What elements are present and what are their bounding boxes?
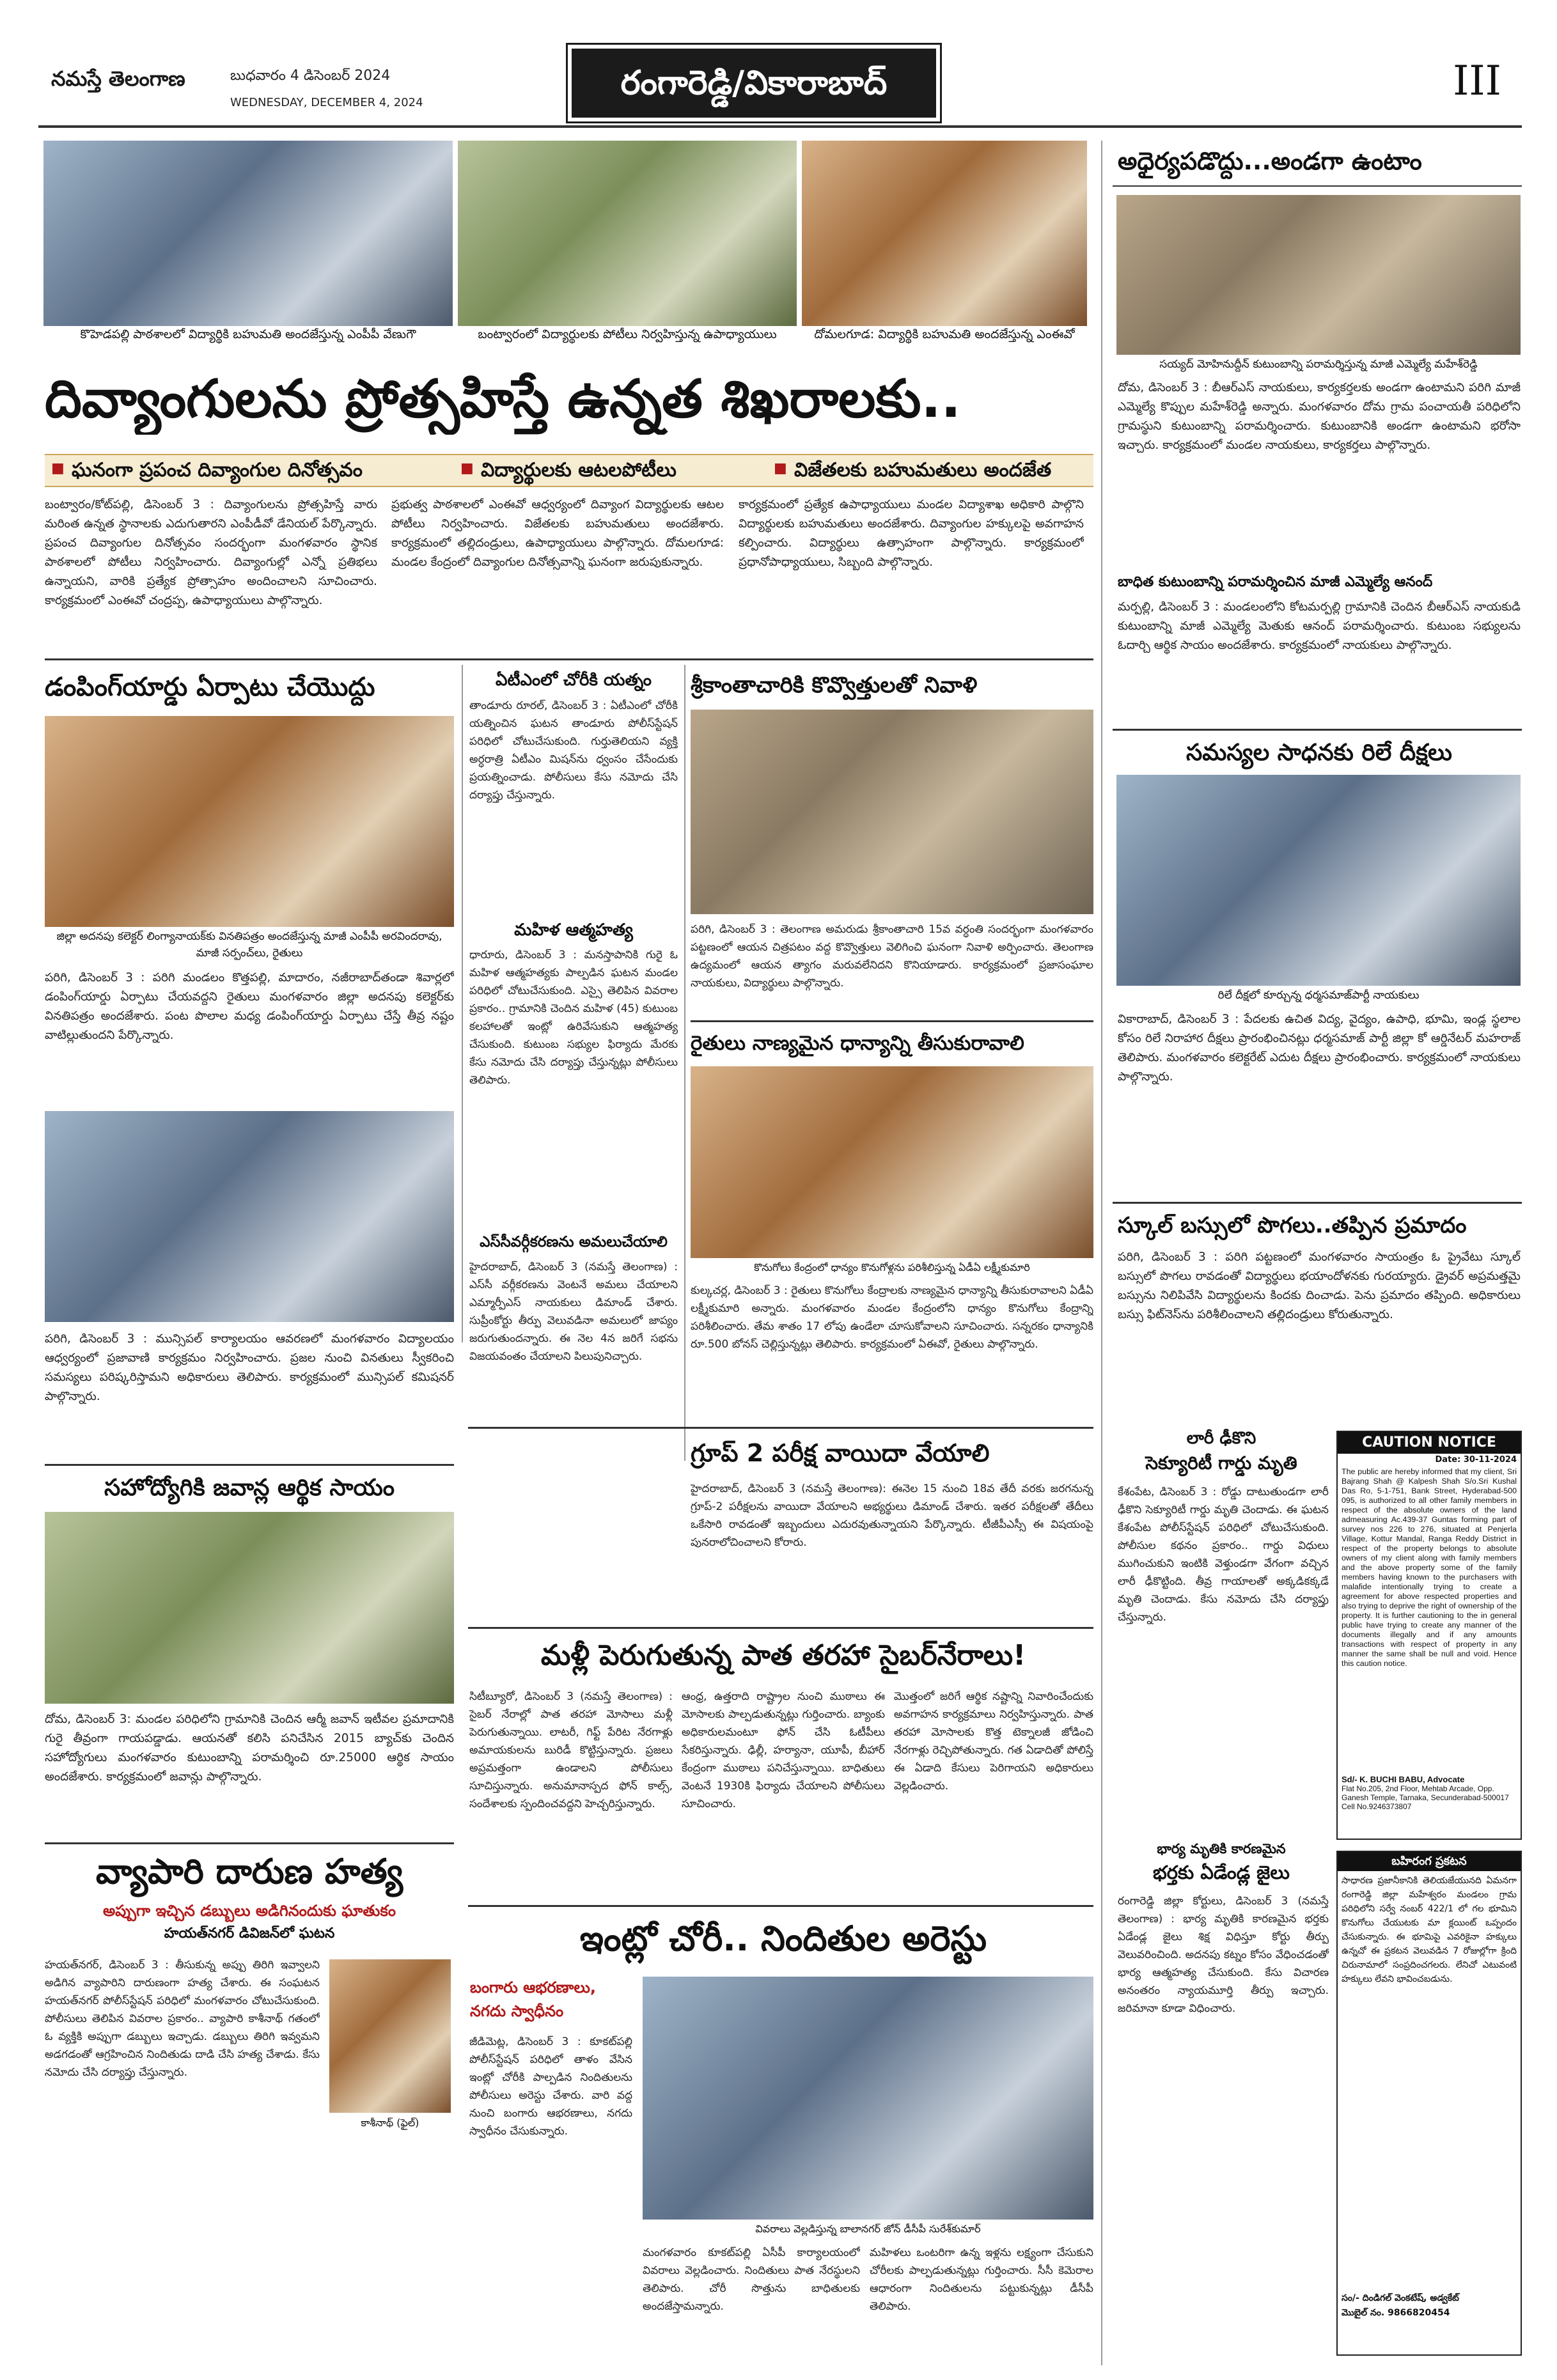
group2-body: హైదరాబాద్, డిసెంబర్ 3 (నమస్తే తెలంగాణ): ఈనెల 15 నుంచి 18వ తేదీ వరకు జరగనున్న గ్రూప్-2 పరీక్షలను వాయిదా వేయాలని అభ్యర్థులు డిమాండ్ చేశారు. ఇతర పరీక్షలతో తేదీలు ఒకేసారి రావడంతో ఇబ్బందులు ఎదురవుతున్నాయని పేర్కొన్నారు. టీజీపీఎస్సీ ఈ విషయంపై పునరాలోచించాలని కోరారు. (691, 1482, 1093, 1549)
relay-headline: సమస్యల సాధనకు రిలే దీక్షలు (1186, 740, 1452, 766)
sc-body: హైదరాబాద్, డిసెంబర్ 3 (నమస్తే తెలంగాణ) : ఎస్‌సీ వర్గీకరణను వెంటనే అమలు చేయాలని ఎమ్మార్పీఎస్ నాయకులు డిమాండ్ చేశారు. సుప్రీంకోర్టు తీర్పు వెలువడినా అమలులో జాప్యం జరుగుతుందన్నారు. ఈ నెల 4న జరిగే సభను విజయవంతం చేయాలని పిలుపునిచ్చారు. (469, 1261, 678, 1363)
cyber-col-3: మొత్తంలో జరిగే ఆర్థిక నష్టాన్ని నివారించేందుకు అవగాహన కార్యక్రమాలు నిర్వహిస్తున్నారు. పాత తరహా మోసాలకు కొత్త టెక్నాలజీ జోడించి నేరగాళ్లు రెచ్చిపోతున్నారు. గత ఏడాదితో పోలిస్తే ఈ ఏడాది కేసులు పెరిగాయని అధికారులు వెల్లడించారు. (894, 1690, 1093, 1793)
bullet-icon: ■ (460, 460, 474, 476)
husband-headline-2: భర్తకు ఏడేండ్ల జైలు (1153, 1862, 1290, 1883)
bullet-icon: ■ (774, 460, 787, 476)
lead-col-1: బంట్వారం/కోట్‌పల్లి, డిసెంబర్ 3 : దివ్యాంగులను ప్రోత్సహిస్తే వారు మరింత ఉన్నత స్థానాలకు ఎదుగుతారని ఎంపీడీవో డేనియల్ పేర్కొన్నారు. ప్రపంచ దివ్యాంగుల దినోత్సవం సందర్భంగా మంగళవారం స్థానిక పాఠశాలలో పోటీలు నిర్వహించారు. దివ్యాంగుల్లో ఎన్నో ప్రతిభలు ఉన్నాయని, వారికి ప్రత్యేక ప్రోత్సాహం అందించాలని సూచించారు. కార్యక్రమంలో ఎంఈవో చంద్రప్ప, ఉపాధ్యాయులు పాల్గొన్నారు. (45, 498, 377, 607)
paper-name: నమస్తే తెలంగాణ (51, 66, 185, 91)
right-col-divider (1101, 141, 1102, 2365)
lead-col-2: ప్రభుత్వ పాఠశాలలో ఎంఈవో ఆధ్వర్యంలో దివ్యాంగ విద్యార్థులకు ఆటల పోటీలు నిర్వహించారు. విజేతలకు బహుమతులు అందజేశారు. కార్యక్రమంలో తల్లిదండ్రులు, ఉపాధ్యాయులు పాల్గొన్నారు. దోమలగూడ: మండల కేంద్రంలో దివ్యాంగుల దినోత్సవాన్ని ఘనంగా జరుపుకున్నారు. (391, 498, 724, 569)
relay-body: వికారాబాద్, డిసెంబర్ 3 : పేదలకు ఉచిత విద్య, వైద్యం, ఉపాధి, భూమి, ఇండ్ల స్థలాల కోసం రిలే నిరాహార దీక్షలు ప్రారంభించినట్లు ధర్మసమాజ్ పార్టీ జిల్లా కో ఆర్డినేటర్ మహరాజ్ తెలిపారు. మంగళవారం కలెక్టరేట్ ఎదుట దీక్షలు ప్రారంభించారు. కార్యక్రమంలో నాయకులు పాల్గొన్నారు. (1118, 1013, 1521, 1084)
lead-subheads (45, 454, 1093, 487)
date-english: WEDNESDAY, DECEMBER 4, 2024 (230, 96, 423, 109)
murder-rule (45, 1842, 454, 1844)
public-notice-sign: సం/- దిండిగల్ వెంకటేష్, అడ్వకేట్ (1342, 2293, 1459, 2303)
murder-sub-1: అప్పుగా ఇచ్చిన డబ్బులు అడిగినందుకు ఘాతుకం (102, 1902, 396, 1920)
cyber-col-2: ఆంధ్ర, ఉత్తరాది రాష్ట్రాల నుంచి ముఠాలు ఈ మోసాలకు పాల్పడుతున్నట్లు గుర్తించారు. బ్యాంకు అధికారులమంటూ ఫోన్ చేసి ఓటీపీలు సేకరిస్తున్నారు. ఢిల్లీ, హర్యానా, యూపీ, బీహార్ కేంద్రంగా ముఠాలు పనిచేస్తున్నాయి. బాధితులు వెంటనే 1930కి ఫిర్యాదు చేయాలని పోలీసులు సూచించారు. (682, 1690, 885, 1810)
theft-sub-1: బంగారు ఆభరణాలు, (470, 1979, 596, 1996)
dumping-caption: జిల్లా అదనపు కలెక్టర్ లింగ్యానాయక్‌కు వినతిపత్రం అందజేస్తున్న మాజీ ఎంపీపీ అరవిందరావు, మాజీ సర్పంచ్‌లు, రైతులు (45, 928, 454, 964)
murder-photo-caption: కాశీనాథ్ (ఫైల్) (329, 2115, 451, 2131)
cyber-col-1: సిటీబ్యూరో, డిసెంబర్ 3 (నమస్తే తెలంగాణ) : సైబర్ నేరాల్లో పాత తరహా మోసాలు మళ్లీ పెరుగుతున్నాయి. లాటరీ, గిఫ్ట్ పేరిట నేరగాళ్లు అమాయకులను బురిడీ కొట్టిస్తున్నారు. ప్రజలు అప్రమత్తంగా ఉండాలని పోలీసులు సూచిస్తున్నారు. అనుమానాస్పద ఫోన్ కాల్స్, సందేశాలకు స్పందించవద్దని హెచ్చరిస్తున్నారు. (469, 1690, 673, 1810)
murder-photo (329, 1959, 451, 2113)
guard-headline-1: లారీ ఢీకొని (1186, 1429, 1256, 1448)
theft-rule (468, 1905, 1093, 1907)
cyber-headline: మళ్లీ పెరుగుతున్న పాత తరహా సైబర్‌నేరాలు! (540, 1639, 1026, 1672)
bus-headline: స్కూల్ బస్సులో పొగలు..తప్పిన ప్రమాదం (1118, 1213, 1467, 1238)
help-photo (45, 1512, 454, 1704)
atm-headline: ఏటీఎంలో చోరీకి యత్నం (496, 671, 652, 690)
masthead (0, 0, 1557, 128)
lead-sub-1: ఘనంగా ప్రపంచ దివ్యాంగుల దినోత్సవం (72, 459, 363, 481)
theft-caption: వివరాలు వెల్లడిస్తున్న బాలానగర్ జోన్ డీసీపీ సురేశ్‌కుమార్ (643, 2221, 1093, 2239)
public-notice-title: బహిరంగ ప్రకటన (1338, 1852, 1521, 1871)
top-photo-1 (43, 141, 453, 326)
top-photo-1-caption: కొహెడపల్లి పాఠశాలలో విద్యార్థికి బహుమతి అందజేస్తున్న ఎంపీపీ వేణుగౌ (43, 326, 453, 345)
relay-rule (1113, 729, 1522, 731)
dumping-body: పరిగి, డిసెంబర్ 3 : పరిగి మండలం కొత్తపల్లి, మాదారం, నజీరాబాద్‌తండా శివార్లలో డంపింగ్‌యార్డు ఏర్పాటు చేయవద్దని రైతులు మంగళవారం జిల్లా అదనపు కలెక్టర్‌కు వినతిపత్రం అందజేశారు. పంట పొలాల మధ్య డంపింగ్‌యార్డు ఏర్పాటు చేస్తే తీవ్ర నష్టం వాటిల్లుతుందని పేర్కొన్నారు. (45, 971, 454, 1042)
right-top-rule (1113, 185, 1522, 187)
atm-body: తాండూరు రూరల్, డిసెంబర్ 3 : ఏటీఎంలో చోరీకి యత్నించిన ఘటన తాండూరు పోలీస్‌స్టేషన్ పరిధిలో చోటుచేసుకుంది. గుర్తుతెలియని వ్యక్తి అర్ధరాత్రి ఏటీఎం మిషన్‌ను ధ్వంసం చేసేందుకు ప్రయత్నించాడు. పోలీసులు కేసు నమోదు చేసి దర్యాప్తు చేస్తున్నారు. (469, 699, 678, 802)
bus-body: పరిగి, డిసెంబర్ 3 : పరిగి పట్టణంలో మంగళవారం సాయంత్రం ఓ ప్రైవేటు స్కూల్ బస్సులో పొగలు రావడంతో విద్యార్థులు భయాందోళనకు గురయ్యారు. డ్రైవర్ అప్రమత్తమై బస్సును నిలిపివేసి విద్యార్థులను కిందకు దించాడు. పెను ప్రమాదం తప్పింది. అధికారులు బస్సు ఫిట్‌నెస్‌ను పరిశీలించాలని తల్లిదండ్రులు కోరుతున్నారు. (1118, 1250, 1521, 1321)
group2-headline: గ్రూప్ 2 పరీక్ష వాయిదా వేయాలి (691, 1439, 990, 1467)
help-rule (45, 1464, 454, 1466)
theft-col-2: మంగళవారం కూకట్‌పల్లి ఏసీపీ కార్యాలయంలో వివరాలు వెల్లడించారు. నిందితులు పాత నేరస్థులని తెలిపారు. చోరీ సొత్తును బాధితులకు అందజేస్తామన్నారు. (643, 2246, 860, 2313)
guard-body: కేశంపేట, డిసెంబర్ 3 : రోడ్డు దాటుతుండగా లారీ ఢీకొని సెక్యూరిటీ గార్డు మృతి చెందాడు. ఈ ఘటన కేశంపేట పోలీస్‌స్టేషన్ పరిధిలో చోటుచేసుకుంది. పోలీసుల కథనం ప్రకారం.. గార్డు విధులు ముగించుకుని ఇంటికి వెళ్తుండగా వేగంగా వచ్చిన లారీ ఢీకొట్టింది. తీవ్ర గాయాలతో అక్కడికక్కడే మృతి చెందాడు. కేసు నమోదు చేసి దర్యాప్తు చేస్తున్నారు. (1118, 1486, 1329, 1624)
public-notice-body: సాధారణ ప్రజానీకానికి తెలియజేయునది ఏమనగా రంగారెడ్డి జిల్లా మహేశ్వరం మండలం గ్రామ పరిధిలోని సర్వే నంబర్ 422/1 లో గల భూమిని కొనుగోలు చేయుటకు మా క్లయింట్ ఒప్పందం చేసుకున్నారు. ఈ భూమిపై ఎవరికైనా హక్కులు ఉన్నచో ఈ ప్రకటన వెలువడిన 7 రోజుల్లోగా క్రింది చిరునామాలో సంప్రదించగలరు. లేనిచో ఎటువంటి హక్కులు లేవని భావించబడును. (1342, 1876, 1517, 1984)
caution-phone: Cell No.9246373807 (1342, 1802, 1412, 1811)
caution-title: CAUTION NOTICE (1338, 1432, 1521, 1454)
murder-body: హయత్‌నగర్, డిసెంబర్ 3 : తీసుకున్న అప్పు తిరిగి ఇవ్వాలని అడిగిన వ్యాపారిని దారుణంగా హత్య చేశారు. ఈ సంఘటన హయత్‌నగర్ పోలీస్‌స్టేషన్ పరిధిలో మంగళవారం చోటుచేసుకుంది. పోలీసులు తెలిపిన వివరాల ప్రకారం.. వ్యాపారి కాశీనాథ్ గతంలో ఓ వ్యక్తికి అప్పుగా డబ్బులు ఇచ్చాడు. డబ్బులు తిరిగి ఇవ్వమని అడగడంతో ఆగ్రహించిన నిందితుడు దాడి చేసి హత్య చేశాడు. కేసు నమోదు చేసి దర్యాప్తు చేస్తున్నారు. (45, 1959, 320, 2079)
caution-body: The public are hereby informed that my client, Sri Bajrang Shah @ Kalpesh Shah S/o.Sri Kushal Das Ro, 5-1-751, Bank Street, Hyderabad-500 095, is authorized to all other family members in respect of the absolute owners of the land admeasuring Ac.439-37 Guntas forming part of survey nos 226 to 276, situated at Penjerla Village, Kottur Mandal, Ranga Reddy District in respect of the property belongs to absolute owners of my client along with family members and the above property some of the family members having known to the purchasers with malafide intentionally trying to create a agreement for above respected properties and also trying to deprive the right of ownership of the property. It is further cautioning to the in general public have trying to create any manner of the documents illegally and if any amounts transactions with respect of property in any manner the same shall be null and void. Hence this caution notice. (1342, 1467, 1517, 1668)
public-notice (1336, 1851, 1522, 2356)
top-photo-3-caption: దోమలగూడ: విద్యార్థికి బహుమతి అందజేస్తున్న ఎంఈవో (802, 326, 1087, 345)
theft-sub-2: నగదు స్వాధీనం (470, 2002, 564, 2020)
theft-headline: ఇంట్లో చోరీ.. నిందితుల అరెస్టు (579, 1918, 987, 1959)
date-telugu: బుధవారం 4 డిసెంబర్ 2024 (230, 68, 391, 84)
caution-sign: Sd/- K. BUCHI BABU, Advocate (1342, 1775, 1465, 1784)
top-photo-2 (458, 141, 797, 326)
group2-rule (468, 1427, 1093, 1429)
prajavani-photo (45, 1111, 454, 1322)
grain-headline: రైతులు నాణ్యమైన ధాన్యాన్ని తీసుకురావాలి (691, 1032, 1024, 1055)
husband-body: రంగారెడ్డి జిల్లా కోర్టులు, డిసెంబర్ 3 (నమస్తే తెలంగాణ) : భార్య మృతికి కారణమైన భర్తకు ఏడేండ్ల జైలు శిక్ష విధిస్తూ కోర్టు తీర్పు వెలువరించింది. అదనపు కట్నం కోసం వేధించడంతో భార్య ఆత్మహత్య చేసుకుంది. కేసు విచారణ అనంతరం న్యాయమూర్తి తీర్పు ఇచ్చారు. జరిమానా కూడా విధించారు. (1118, 1895, 1329, 2015)
theft-photo (643, 1977, 1093, 2220)
lead-col-3: కార్యక్రమంలో ప్రత్యేక ఉపాధ్యాయులు మండల విద్యాశాఖ అధికారి పాల్గొని విద్యార్థులకు బహుమతులు అందజేశారు. దివ్యాంగుల హక్కులపై అవగాహన కల్పించారు. విద్యార్థులు ఉత్సాహంగా పాల్గొన్నారు. కార్యక్రమంలో ప్రధానోపాధ్యాయులు, సిబ్బంది పాల్గొన్నారు. (739, 498, 1084, 569)
col-divider-1 (462, 665, 463, 1342)
relay-photo (1116, 775, 1521, 986)
caution-notice (1336, 1431, 1522, 1840)
srikanta-photo (691, 710, 1093, 914)
theft-col-1: జీడిమెట్ల, డిసెంబర్ 3 : కూకట్‌పల్లి పోలీస్‌స్టేషన్ పరిధిలో తాళం వేసిన ఇంట్లో చోరీకి పాల్పడిన నిందితులను పోలీసులు అరెస్టు చేశారు. వారి వద్ద నుంచి బంగారు ఆభరణాలు, నగదు స్వాధీనం చేసుకున్నారు. (469, 2035, 632, 2138)
right-mid-body: మర్పల్లి, డిసెంబర్ 3 : మండలంలోని కోటమర్పల్లి గ్రామానికి చెందిన బీఆర్‌ఎస్ నాయకుడి కుటుంబాన్ని మాజీ ఎమ్మెల్యే మెతుకు ఆనంద్ పరామర్శించారు. కుటుంబ సభ్యులను ఓదార్చి ఆర్థిక సాయం అందజేశారు. కార్యక్రమంలో నాయకులు పాల్గొన్నారు. (1118, 600, 1521, 652)
top-photo-3 (802, 141, 1087, 326)
lead-sub-2: విద్యార్థులకు ఆటలపోటీలు (481, 459, 677, 481)
cyber-rule (468, 1627, 1093, 1629)
public-notice-phone: మొబైల్ నం. 9866820454 (1342, 2308, 1450, 2318)
lead-sub-3: విజేతలకు బహుమతులు అందజేత (794, 459, 1052, 481)
murder-headline: వ్యాపారి దారుణ హత్య (95, 1851, 403, 1892)
dumping-photo (45, 716, 454, 927)
husband-headline-1: భార్య మృతికి కారణమైన (1157, 1841, 1286, 1856)
lead-headline: దివ్యాంగులను ప్రోత్సహిస్తే ఉన్నత శిఖరాలకు.. (45, 369, 961, 430)
page-number: III (1453, 58, 1501, 105)
sc-headline: ఎస్‌సీవర్గీకరణను అమలుచేయాలి (480, 1234, 668, 1250)
col-divider-2 (684, 665, 685, 1461)
murder-sub-2: హయత్‌నగర్ డివిజన్‌లో ఘటన (164, 1925, 335, 1941)
masthead-rule (38, 125, 1522, 128)
grain-rule (691, 1020, 1093, 1022)
grain-photo (691, 1066, 1093, 1258)
dumping-headline: డంపింగ్‌యార్డు ఏర్పాటు చేయొద్దు (45, 673, 375, 702)
grain-caption: కొనుగోలు కేంద్రంలో ధాన్యం కొనుగోళ్లను పరిశీలిస్తున్న ఏడీఏ లక్ష్మీకుమారి (691, 1259, 1093, 1277)
edition-banner (568, 45, 940, 121)
help-body: దోమ, డిసెంబర్ 3: మండల పరిధిలోని గ్రామానికి చెందిన ఆర్మీ జవాన్ ఇటీవల ప్రమాదానికి గురై తీవ్రంగా గాయపడ్డాడు. ఆయనతో కలిసి పనిచేసిన 2015 బ్యాచ్‌కు చెందిన సహోద్యోగులు మంగళవారం కుటుంబాన్ని పరామర్శించి రూ.25000 ఆర్థిక సాయం అందజేశారు. కార్యక్రమంలో జవాన్లు పాల్గొన్నారు. (45, 1713, 454, 1784)
lead-bottom-rule (45, 658, 1093, 660)
prajavani-body: పరిగి, డిసెంబర్ 3 : మున్సిపల్ కార్యాలయం ఆవరణలో మంగళవారం విద్యాలయం ఆధ్వర్యంలో ప్రజావాణి కార్యక్రమం నిర్వహించారు. ప్రజల నుంచి వినతులు స్వీకరించి సమస్యలు పరిష్కరిస్తామని అధికారులు తెలిపారు. కార్యక్రమంలో మున్సిపల్ కమిషనర్ పాల్గొన్నారు. (45, 1332, 454, 1403)
right-top-photo (1116, 195, 1521, 355)
srikanta-body: పరిగి, డిసెంబర్ 3 : తెలంగాణ అమరుడు శ్రీకాంతాచారి 15వ వర్ధంతి సందర్భంగా మంగళవారం పట్టణంలో ఆయన చిత్రపటం వద్ద కొవ్వొత్తులు వెలిగించి ఘనంగా నివాళి అర్పించారు. తెలంగాణ ఉద్యమంలో ఆయన త్యాగం మరువలేనిదని కొనియాడారు. కార్యక్రమంలో ప్రజాసంఘాల నాయకులు, విద్యార్థులు పాల్గొన్నారు. (691, 923, 1093, 990)
bus-rule (1113, 1202, 1522, 1204)
relay-caption: రిలే దీక్షలో కూర్చున్న ధర్మసమాజ్‌పార్టీ నాయకులు (1116, 987, 1521, 1005)
theft-col-3: మహిళలు ఒంటరిగా ఉన్న ఇళ్లను లక్ష్యంగా చేసుకుని చోరీలకు పాల్పడుతున్నట్లు గుర్తించారు. సీసీ కెమెరాల ఆధారంగా నిందితులను పట్టుకున్నట్లు డీసీపీ తెలిపారు. (870, 2246, 1093, 2313)
edition-title: రంగారెడ్డి/వికారాబాద్ (620, 64, 888, 102)
bullet-icon: ■ (51, 460, 65, 476)
caution-address: Flat No.205, 2nd Floor, Mehtab Arcade, Opp. Ganesh Temple, Tarnaka, Secunderabad-500017 (1342, 1784, 1509, 1802)
srikanta-headline: శ్రీకాంతాచారికి కొవ్వొత్తులతో నివాళి (691, 673, 978, 698)
right-mid-headline: బాధిత కుటుంబాన్ని పరామర్శించిన మాజీ ఎమ్మెల్యే ఆనంద్ (1118, 574, 1433, 590)
help-headline: సహోద్యోగికి జవాన్ల ఆర్థిక సాయం (104, 1475, 395, 1501)
suicide-headline: మహిళ ఆత్మహత్య (514, 921, 633, 940)
right-top-caption: సయ్యద్ మోహినుద్దీన్ కుటుంబాన్ని పరామర్శిస్తున్న మాజీ ఎమ్మెల్యే మహేశ్‌రెడ్డి (1116, 356, 1521, 374)
grain-body: కుల్కచర్ల, డిసెంబర్ 3 : రైతులు కొనుగోలు కేంద్రాలకు నాణ్యమైన ధాన్యాన్ని తీసుకురావాలని ఏడీఏ లక్ష్మీకుమారి అన్నారు. మంగళవారం మండల కేంద్రంలోని ధాన్యం కొనుగోలు కేంద్రాన్ని పరిశీలించారు. తేమ శాతం 17 లోపు ఉండేలా చూసుకోవాలని సూచించారు. సన్నరకం ధాన్యానికి రూ.500 బోనస్ చెల్లిస్తున్నట్లు తెలిపారు. కార్యక్రమంలో ఏఈవో, రైతులు పాల్గొన్నారు. (691, 1284, 1093, 1351)
right-top-body: దోమ, డిసెంబర్ 3 : బీఆర్‌ఎస్ నాయకులు, కార్యకర్తలకు అండగా ఉంటామని పరిగి మాజీ ఎమ్మెల్యే కొప్పుల మహేశ్‌రెడ్డి అన్నారు. మంగళవారం దోమ గ్రామ పంచాయతీ పరిధిలోని గ్రామస్థుని కుటుంబాన్ని పరామర్శించారు. కుటుంబానికి అండగా ఉంటామని భరోసా ఇచ్చారు. కార్యక్రమంలో మండల నాయకులు, కార్యకర్తలు పాల్గొన్నారు. (1118, 381, 1521, 452)
right-top-headline: అధైర్యపడొద్దు...అండగా ఉంటాం (1118, 147, 1422, 175)
guard-headline-2: సెక్యూరిటీ గార్డు మృతి (1145, 1452, 1297, 1474)
suicide-body: ధారూరు, డిసెంబర్ 3 : మనస్తాపానికి గురై ఓ మహిళ ఆత్మహత్యకు పాల్పడిన ఘటన మండల పరిధిలో చోటుచేసుకుంది. ఎస్సై తెలిపిన వివరాల ప్రకారం.. గ్రామానికి చెందిన మహిళ (45) కుటుంబ కలహాలతో ఇంట్లో ఉరివేసుకుని ఆత్మహత్య చేసుకుంది. కుటుంబ సభ్యుల ఫిర్యాదు మేరకు కేసు నమోదు చేసి దర్యాప్తు చేస్తున్నట్లు పోలీసులు తెలిపారు. (469, 949, 678, 1087)
caution-date: Date: 30-11-2024 (1435, 1455, 1517, 1465)
top-photo-2-caption: బంట్వారంలో విద్యార్థులకు పోటీలు నిర్వహిస్తున్న ఉపాధ్యాయులు (458, 326, 797, 345)
